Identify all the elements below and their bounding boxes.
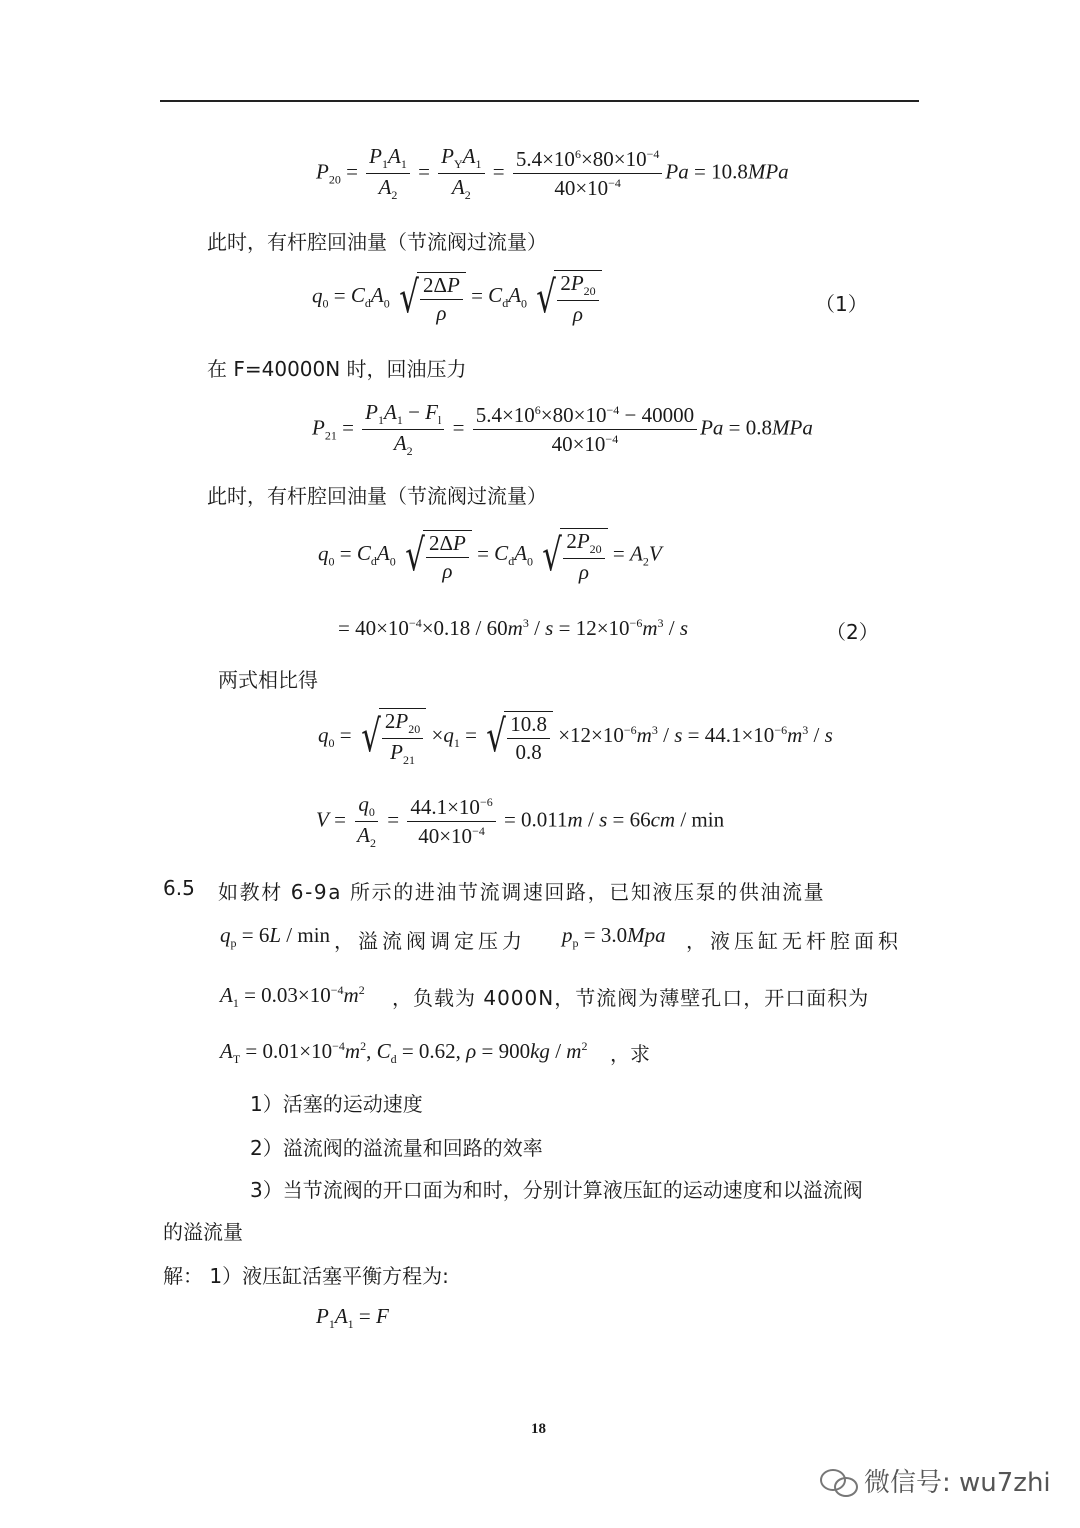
text-line-1: 此时，有杆腔回油量（节流阀过流量） [207, 230, 547, 254]
problem-text-2: ，溢流阀调定压力 [334, 929, 526, 953]
equation-pp: $p_p = 3.0Mpa$ [562, 923, 666, 951]
solution-line: 解： 1）液压缸活塞平衡方程为: [163, 1264, 449, 1288]
problem-text-1: 如教材 6-9a 所示的进油节流调速回路，已知液压泵的供油流量 [218, 880, 826, 904]
problem-number: 6.5 [163, 876, 195, 900]
watermark [820, 1462, 1051, 1499]
question-3-line-1: 3）当节流阀的开口面为和时，分别计算液压缸的运动速度和以溢流阀 [250, 1178, 863, 1202]
question-3-line-2: 的溢流量 [163, 1220, 243, 1244]
problem-text-3: ，液压缸无杆腔面积 [686, 929, 902, 953]
header-rule [160, 100, 919, 102]
equation-number-1: （1） [815, 292, 868, 316]
problem-text-5: ，求 [610, 1042, 650, 1066]
page-number: 18 [531, 1421, 546, 1437]
equation-qp: $q_p = 6L / \min$ [220, 923, 331, 951]
equation-q0-2: $q_0 = C_dA_0$ √ $\frac{2\Delta P}{\rho}$ = $C_dA_0$ √ $\frac{2P_{20}}{\rho}$ = $A_2V$ [318, 529, 662, 585]
question-1: 1）活塞的运动速度 [250, 1092, 423, 1116]
equation-q0-1: $q_0 = C_dA_0$ √ $\frac{2\Delta P}{\rho}$ = $C_dA_0$ √ $\frac{2P_{20}}{\rho}$ [312, 270, 602, 325]
equation-at: $A_T = 0.01\times 10^{-4}m^2$, $C_d = 0.62$, $\rho = 900kg / m^2$ [220, 1039, 588, 1067]
equation-q0-ratio: $q_0$ = √ $\frac{2P_{20}}{P_{21}}$ $\times q_1$ = √ $\frac{10.8}{0.8}$ $\times 12\times 10^{-6}m^3 / s = 44.1\times 10^{-6}m^3 / s$ [318, 709, 833, 768]
equation-velocity: V = $\frac{q_0}{A_2}$ = $\frac{44.1\times 10^{-6}}{40\times 10^{-4}}$ = 0.011m / s = 66cm / min [316, 792, 725, 851]
equation-p20: $P_{20}$ = $\frac{P_1A_1}{A_2}$ = $\frac{P_YA_1}{A_2}$ = $\frac{5.4\times 10^6\times 80\times 10^{-4}}{40\times 10^{-4}}$ Pa = 10.8MPa [316, 144, 789, 203]
watermark-text: 微信号: wu7zhi [864, 1468, 1051, 1498]
wechat-icon [820, 1465, 858, 1497]
text-line-3: 此时，有杆腔回油量（节流阀过流量） [207, 484, 547, 508]
equation-number-2: （2） [826, 620, 879, 644]
equation-balance: $P_1A_1 = F$ [316, 1304, 389, 1332]
question-2: 2）溢流阀的溢流量和回路的效率 [250, 1136, 543, 1160]
text-line-4: 两式相比得 [218, 668, 318, 692]
equation-a1: $A_1 = 0.03\times 10^{-4}m^2$ [220, 983, 365, 1011]
equation-q0-2-continued: = $40\times 10^{-4}\times 0.18 / 60m^3 / s = 12\times 10^{-6}m^3 / s$ [338, 616, 689, 640]
equation-p21: $P_{21}$ = $\frac{P_1A_1 - F_l}{A_2}$ = $\frac{5.4\times 10^6\times 80\times 10^{-4} - 40000}{40\times 10^{-4}}$ Pa = 0.8MPa [312, 400, 813, 459]
problem-text-4: ，负载为 4000N，节流阀为薄壁孔口，开口面积为 [392, 986, 870, 1010]
text-line-2: 在 F=40000N 时，回油压力 [207, 357, 467, 381]
